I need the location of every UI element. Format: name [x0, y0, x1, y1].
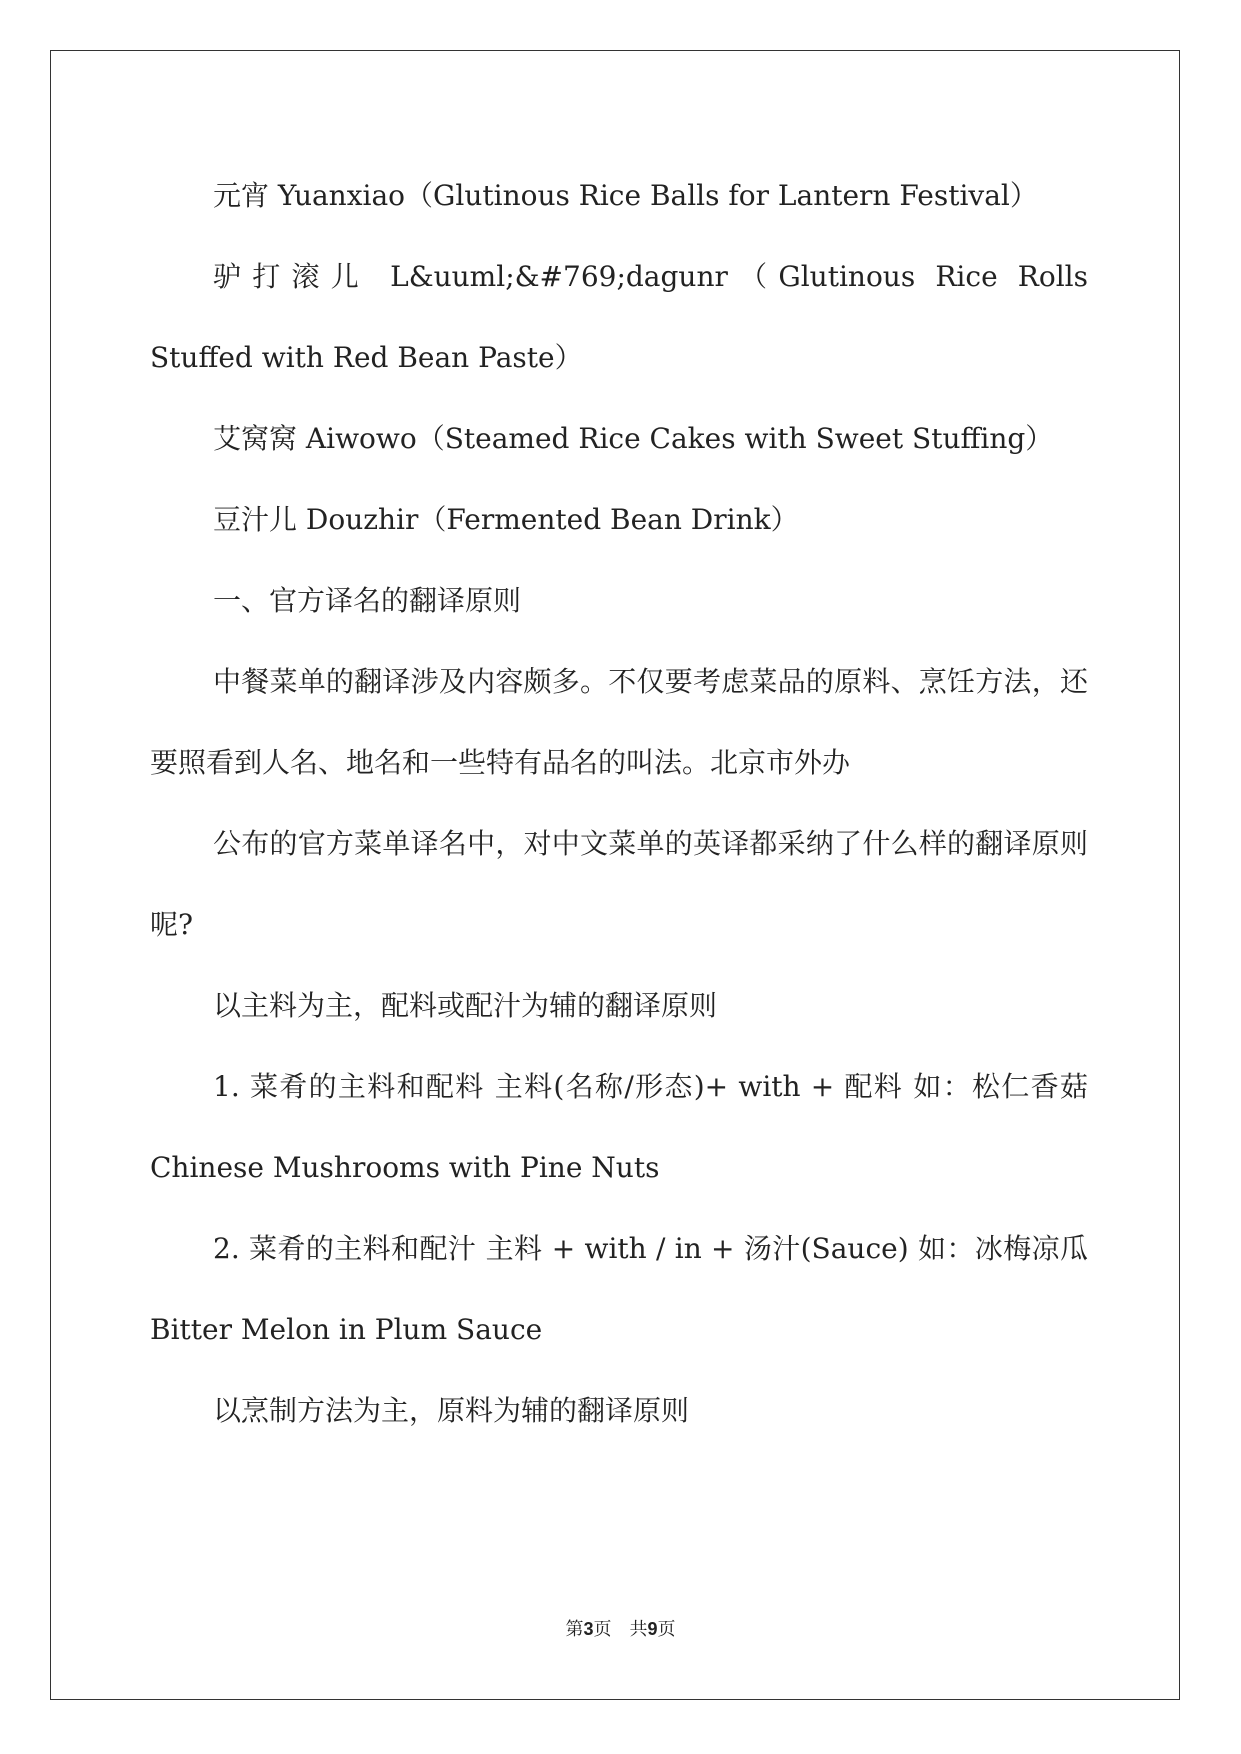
- paragraph-question: 公布的官方菜单译名中，对中文菜单的英译都采纳了什么样的翻译原则呢?: [150, 827, 1088, 941]
- footer-middle: 页 共: [593, 1619, 648, 1640]
- page-footer: [0, 1615, 1241, 1641]
- paragraph-douzhir: 豆汁儿 Douzhir（Fermented Bean Drink）: [213, 503, 799, 536]
- document-body: [150, 155, 1088, 1451]
- paragraph-aiwowo: 艾窝窝 Aiwowo（Steamed Rice Cakes with Sweet Stuffing）: [213, 422, 1054, 455]
- paragraph-intro: 中餐菜单的翻译涉及内容颇多。不仅要考虑菜品的原料、烹饪方法，还要照看到人名、地名和一些特有品名的叫法。北京市外办: [150, 665, 1088, 779]
- section-heading: 一、官方译名的翻译原则: [213, 584, 522, 617]
- footer-suffix: 页: [657, 1619, 676, 1640]
- principle-heading-main-ingredient: 以主料为主，配料或配汁为辅的翻译原则: [213, 989, 718, 1022]
- paragraph-ludagunr: 驴打滚儿 L&uuml;&#769;dagunr（Glutinous Rice Rolls Stuffed with Red Bean Paste）: [150, 260, 1088, 374]
- total-page-number: 9: [647, 1619, 658, 1639]
- current-page-number: 3: [583, 1619, 594, 1639]
- principle-item-1: 1. 菜肴的主料和配料 主料(名称/形态)+ with + 配料 如：松仁香菇 Chinese Mushrooms with Pine Nuts: [150, 1070, 1088, 1184]
- paragraph-yuanxiao: 元宵 Yuanxiao（Glutinous Rice Balls for Lantern Festival）: [213, 179, 1038, 212]
- footer-prefix: 第: [565, 1619, 584, 1640]
- principle-item-2: 2. 菜肴的主料和配汁 主料 + with / in + 汤汁(Sauce) 如：冰梅凉瓜 Bitter Melon in Plum Sauce: [150, 1232, 1088, 1346]
- principle-heading-cooking-method: 以烹制方法为主，原料为辅的翻译原则: [213, 1394, 690, 1427]
